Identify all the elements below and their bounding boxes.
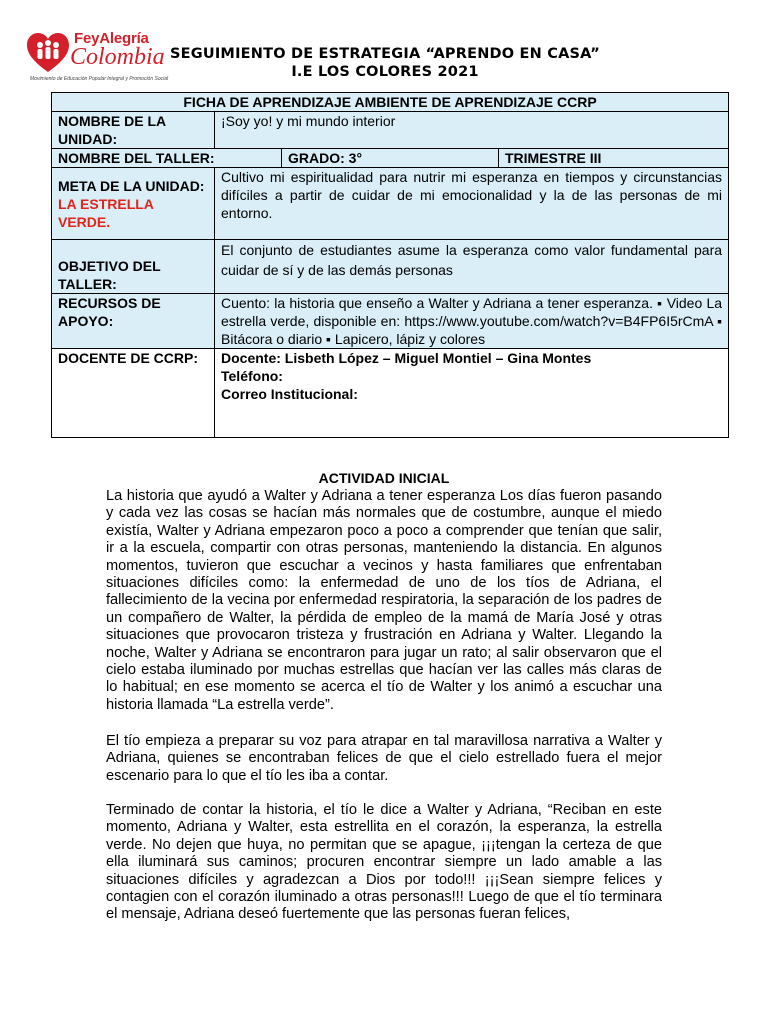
- heart-family-icon: [26, 32, 70, 76]
- story-paragraph-3: Terminado de contar la historia, el tío le dice a Walter y Adriana, “Reciban en este momento, Adriana y Walter, esta estrellita en el corazón, la esperanza, la estrella verde. No dejen que huya, no permitan que se apague, ¡¡¡tengan la certeza de que ella iluminará sus caminos; procuren encontrar siempre un lado amable a las situaciones difíciles y agradezcan a Dios por todo!!! ¡¡¡Sean siempre felices y contagien con el corazón iluminado a otras personas!!! Luego de que el tío terminara el mensaje, Adriana deseó fuertemente que las personas fueran felices,: [106, 802, 662, 923]
- objetivo-value: El conjunto de estudiantes asume la esperanza como valor fundamental para cuidar de sí y de las demás personas: [215, 240, 729, 294]
- docente-cell: [215, 349, 729, 438]
- document-subtitle: I.E LOS COLORES 2021: [291, 64, 479, 80]
- section-title: ACTIVIDAD INICIAL: [318, 470, 450, 486]
- recursos-row: [52, 294, 729, 349]
- brand-name-main: Colombia: [70, 44, 165, 70]
- docente-value: Docente: Lisbeth López – Miguel Montiel – Gina Montes: [221, 350, 592, 366]
- brand-tagline: Movimiento de Educación Popular Integral y Promoción Social: [30, 76, 169, 82]
- brand-name-top: FeyAlegría: [74, 30, 149, 47]
- trimestre-label: TRIMESTRE III: [499, 149, 729, 168]
- table-title: FICHA DE APRENDIZAJE AMBIENTE DE APRENDIZAJE CCRP: [52, 93, 729, 112]
- telefono-label: Teléfono:: [221, 368, 283, 384]
- table-title-row: [52, 93, 729, 112]
- correo-label: Correo Institucional:: [221, 386, 358, 402]
- docente-label: DOCENTE DE CCRP:: [52, 349, 215, 438]
- story-paragraph-1: La historia que ayudó a Walter y Adriana a tener esperanza Los días fueron pasando y cada vez las cosas se hacían más normales que de costumbre, aunque el miedo existía, Walter y Adriana empezaron poco a poco a comprender que tenían que salir, ir a la escuela, compartir con otras personas, manteniendo la distancia. En algunos momentos, tuvieron que escuchar a vecinos y hasta familiares que enfrentaban situaciones difíciles como: la enfermedad de uno de los tíos de Adriana, el fallecimiento de la vecina por enfermedad respiratoria, la separación de los padres de un compañero de Walter, la pérdida de empleo de la mamá de María José y otras situaciones que provocaron tristeza y frustración en Adriana y Walter. Llegando la noche, Walter y Adriana se encontraron para jugar un rato; al salir observaron que el cielo estaba iluminado por muchas estrellas que hacían ver las calles más claras de lo habitual; en ese momento se acerca el tío de Walter y los animó a escuchar una historia llamada “La estrella verde”.: [106, 488, 662, 713]
- meta-row: [52, 168, 729, 240]
- recursos-label: RECURSOS DE APOYO:: [52, 294, 215, 349]
- recursos-value: Cuento: la historia que enseño a Walter y Adriana a tener esperanza. ▪ Video La estrella verde, disponible en: https://www.youtube.com/watch?v=B4FP6I5rCmA ▪ Bitácora o diario ▪ Lapicero, lápiz y colores: [215, 294, 729, 349]
- docente-row: [52, 349, 729, 438]
- objetivo-row: [52, 240, 729, 294]
- meta-highlight: LA ESTRELLA VERDE.: [58, 195, 154, 230]
- meta-label: META DE LA UNIDAD:: [58, 177, 205, 194]
- unidad-value: ¡Soy yo! y mi mundo interior: [215, 112, 729, 149]
- feyalegria-logo: [26, 30, 169, 86]
- meta-cell: [52, 168, 215, 240]
- unidad-row: [52, 112, 729, 149]
- document-title: SEGUIMIENTO DE ESTRATEGIA “APRENDO EN CASA”: [170, 46, 600, 62]
- meta-value: Cultivo mi espiritualidad para nutrir mi esperanza en tiempos y circunstancias difíciles a partir de cuidar de mi emocionalidad y la de las personas de mi entorno.: [215, 168, 729, 240]
- unidad-label: NOMBRE DE LA UNIDAD:: [52, 112, 215, 149]
- grado-label: GRADO: 3°: [282, 149, 499, 168]
- story-paragraph-2: El tío empieza a preparar su voz para atrapar en tal maravillosa narrativa a Walter y Adriana, quienes se encontraban felices de que el cielo estrellado fuera el mejor escenario para lo que el tío les iba a contar.: [106, 733, 662, 784]
- objetivo-label: OBJETIVO DEL TALLER:: [52, 240, 215, 294]
- learning-sheet-table: [51, 92, 729, 438]
- taller-row: [52, 149, 729, 168]
- taller-label: NOMBRE DEL TALLER:: [52, 149, 282, 168]
